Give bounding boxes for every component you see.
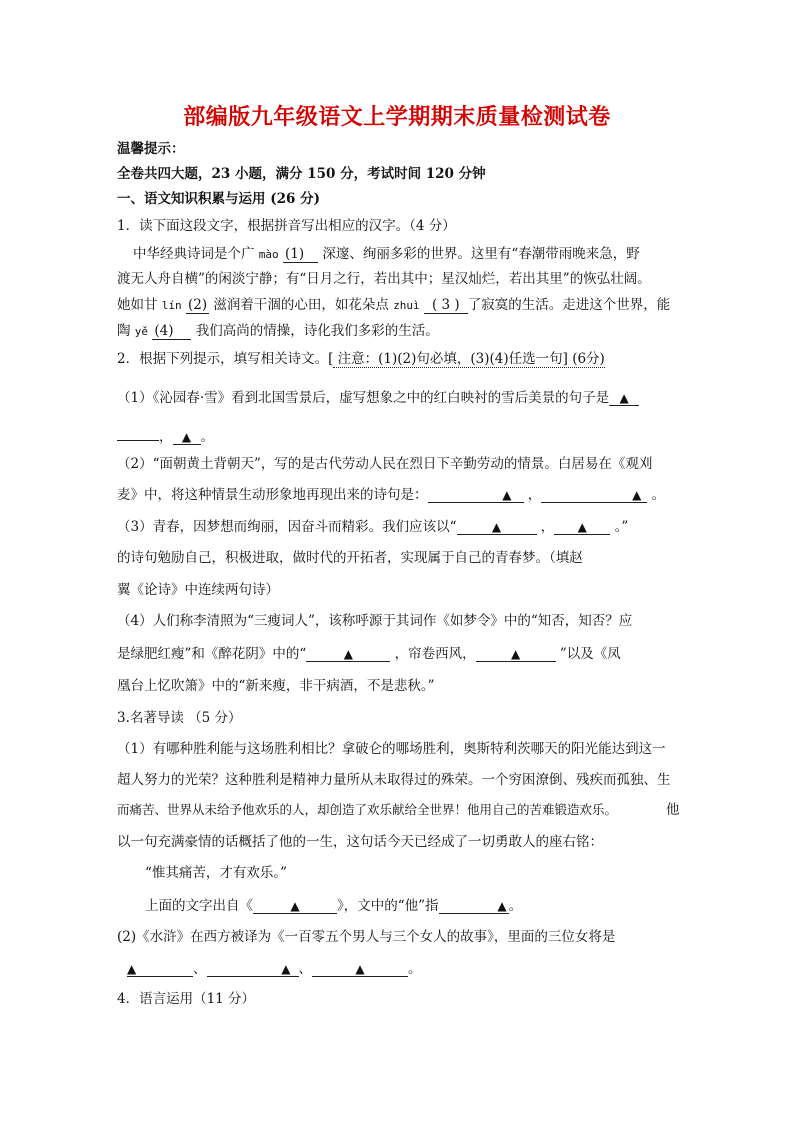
q3-text: 》，文中的“他”指 (337, 898, 439, 914)
q1-text: 深邃、绚丽多彩的世界。这里有“春潮带雨晚来急，野 (322, 246, 640, 262)
q1-blank-2[interactable]: (2) (187, 297, 208, 313)
q2-s3-line-3: 翼《论诗》中连续两句诗） (117, 582, 279, 598)
comma: ， (527, 487, 542, 503)
answer-blank[interactable]: ▲ (439, 897, 509, 914)
tip-label: 温馨提示： (117, 141, 185, 157)
q2-s3-line (117, 518, 628, 536)
q3-stem: 3.名著导读 （5 分） (117, 710, 242, 726)
q3-para-7: (2)《水浒》在西方被译为《一百零五个男人与三个女人的故事》，里面的三位女将是 (117, 929, 616, 945)
pinyin-ye: yě (134, 325, 149, 338)
answer-blank[interactable]: ▲ (457, 518, 537, 535)
pinyin-zhui: zhuì (393, 299, 420, 312)
q2-s2-line-2 (117, 486, 665, 504)
q4-stem: 4．语言运用（11 分） (117, 991, 256, 1007)
answer-blank[interactable]: ▲ (207, 960, 299, 977)
q1-blank-3[interactable]: ( 3 ) (424, 297, 468, 314)
comma: ， (159, 429, 173, 445)
q3-para-3: 而痛苦、世界从未给予他欢乐的人，却创造了欢乐献给全世界！他用自己的苦难锻造欢乐。 (117, 802, 618, 817)
q1-text: 中华经典诗词是个广 (133, 246, 259, 262)
q2-s4-line: （4）人们称李清照为“三瘦词人”，该称呼源于其词作《如梦令》中的“知否，知否？应 (117, 613, 633, 629)
answer-blank[interactable]: ▲ (428, 486, 524, 503)
q1-text: 她如甘 (117, 297, 162, 313)
q2-s2-line: （2）“面朝黄土背朝天”，写的是古代劳动人民在烈日下辛勤劳动的情景。白居易在《观刈 (117, 456, 653, 472)
q1-text: 我们高尚的情操，诗化我们多彩的生活。 (195, 323, 439, 339)
page-title: 部编版九年级语文上学期期末质量检测试卷 (183, 104, 611, 130)
q2-s4-line-3: 凰台上忆吹箫》中的“新来瘦，非干病酒，不是悲秋。” (117, 678, 435, 694)
answer-blank[interactable]: ▲ (306, 645, 390, 662)
q1-line-3 (117, 296, 670, 315)
q3-para-1: （1）有哪种胜利能与这场胜利相比？拿破仑的哪场胜利，奥斯特利茨哪天的阳光能达到这一 (117, 741, 666, 757)
comma: 、 (298, 961, 312, 977)
section-1-heading: 一、语文知识积累与运用 (26 分) (117, 191, 320, 207)
q3-quote: “惟其痛苦，才有欢乐。” (145, 865, 288, 881)
answer-blank[interactable]: ▲ (312, 960, 408, 977)
period: 。 (200, 429, 214, 445)
pinyin-lin: lín (161, 299, 182, 312)
comma: ， (540, 519, 555, 535)
q2-s4-text: ，帘卷西风， (394, 646, 476, 662)
q3-para-8 (127, 960, 422, 978)
q2-s1-line-2 (117, 424, 214, 446)
q2-s4-line-2 (117, 645, 621, 663)
q2-stem (117, 350, 605, 368)
q1-blank-1[interactable]: (1) (283, 246, 318, 263)
q3-para-4: 以一句充满豪情的话概括了他的一生，这句话今天已经成了一切勇敢人的座右铭： (117, 834, 603, 850)
q2-s3-text: （3）青春，因梦想而绚丽，因奋斗而精彩。我们应该以“ (117, 519, 457, 535)
q1-text: 滋润着干涸的心田，如花朵点 (209, 297, 394, 313)
q3-para-6 (145, 897, 522, 915)
answer-blank[interactable] (117, 424, 159, 441)
q1-line-2: 渡无人舟自横”的闲淡宁静；有“日月之行，若出其中；星汉灿烂，若出其里”的恢弘壮阔。 (117, 271, 651, 287)
answer-blank[interactable]: ▲ (476, 645, 556, 662)
q1-blank-4[interactable]: (4) (152, 323, 191, 340)
q2-s2-text: 麦》中，将这种情景生动形象地再现出来的诗句是： (117, 487, 428, 503)
quote-end: 。” (614, 519, 629, 535)
answer-blank[interactable]: ▲ (253, 897, 337, 914)
q2-s4-text: ”以及《凤 (559, 646, 621, 662)
q2-stem-text: 2．根据下列提示，填写相关诗文。[ (117, 351, 334, 367)
q3-para-2: 超人努力的光荣？这种胜利是精神力量所从未取得过的殊荣。一个穷困潦倒、残疾而孤独、生 (117, 772, 671, 788)
answer-blank[interactable]: ▲ (554, 518, 610, 535)
period: 。 (408, 961, 422, 977)
tip-text: 全卷共四大题，23 小题，满分 150 分，考试时间 120 分钟 (117, 166, 486, 182)
q2-s3-line-2: 的诗句勉励自己，积极进取，做时代的开拓者，实现属于自己的青春梦。（填赵 (117, 550, 583, 566)
comma: 、 (193, 961, 207, 977)
q1-text: 陶 (117, 323, 135, 339)
answer-blank[interactable]: ▲ (541, 486, 647, 503)
q2-s1-line (117, 389, 639, 407)
period: 。 (651, 487, 666, 503)
q1-line-1 (133, 245, 640, 264)
q2-note: 注意：(1)(2)句必填，(3)(4)任选一句] (6分) (333, 351, 605, 367)
answer-blank[interactable]: ▲ (173, 428, 201, 445)
q3-para-3b: 他 (666, 802, 680, 818)
period: 。 (508, 898, 523, 914)
answer-blank[interactable]: ▲ (609, 389, 639, 406)
q1-text: 了寂寞的生活。走进这个世界，能 (467, 297, 671, 313)
pinyin-mao: mào (258, 248, 279, 261)
q2-s4-text: 是绿肥红瘦”和《醉花阴》中的“ (117, 646, 307, 662)
q2-s1-text: （1）《沁园春·雪》看到北国雪景后，虚写想象之中的红白映衬的雪后美景的句子是 (117, 390, 610, 406)
answer-blank[interactable]: ▲ (127, 960, 193, 977)
q1-line-4 (117, 322, 439, 341)
q1-stem: 1．读下面这段文字，根据拼音写出相应的汉字。（4 分） (117, 218, 456, 234)
q3-text: 上面的文字出自《 (145, 898, 253, 914)
